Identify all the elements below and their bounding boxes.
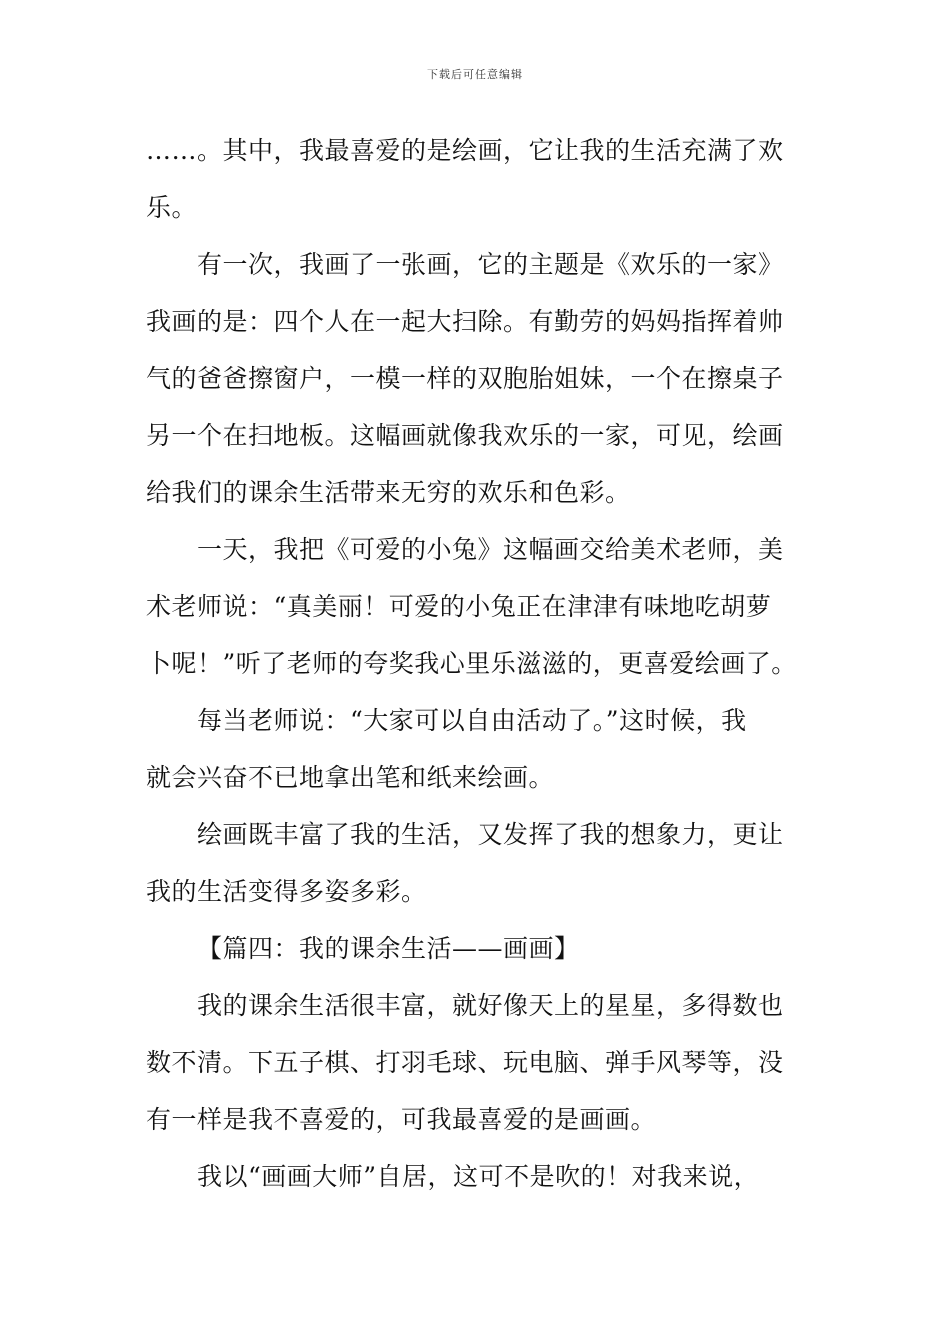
page-header: 下载后可任意编辑: [427, 68, 523, 81]
section-heading: 【篇四：我的课余生活——画画】: [197, 934, 580, 963]
text-line: 另一个在扫地板。这幅画就像我欢乐的一家，可见，绘画: [146, 421, 784, 450]
text-line: 有一次，我画了一张画，它的主题是《欢乐的一家》: [197, 250, 784, 279]
text-line: 我以“画画大师”自居，这可不是吹的！对我来说，: [197, 1162, 760, 1191]
text-line: 乐。: [146, 193, 198, 222]
text-line: 术老师说：“真美丽！可爱的小兔正在津津有味地吃胡萝: [146, 592, 772, 621]
text-line: 给我们的课余生活带来无穷的欢乐和色彩。: [146, 478, 631, 507]
text-line: 卜呢！”听了老师的夸奖我心里乐滋滋的，更喜爱绘画了。: [146, 649, 797, 678]
text-line: 绘画既丰富了我的生活，又发挥了我的想象力，更让: [197, 820, 784, 849]
text-line: 气的爸爸擦窗户，一模一样的双胞胎姐妹，一个在擦桌子: [146, 364, 784, 393]
text-line: 数不清。下五子棋、打羽毛球、玩电脑、弹手风琴等，没: [146, 1048, 784, 1077]
text-line: 有一样是我不喜爱的，可我最喜爱的是画画。: [146, 1105, 657, 1134]
text-line: 一天，我把《可爱的小兔》这幅画交给美术老师，美: [197, 535, 784, 564]
text-line: 就会兴奋不已地拿出笔和纸来绘画。: [146, 763, 555, 792]
text-line: 我画的是：四个人在一起大扫除。有勤劳的妈妈指挥着帅: [146, 307, 784, 336]
text-line: 我的生活变得多姿多彩。: [146, 877, 427, 906]
text-line: ……。其中，我最喜爱的是绘画，它让我的生活充满了欢: [146, 136, 784, 165]
text-line: 我的课余生活很丰富，就好像天上的星星，多得数也: [197, 991, 784, 1020]
text-line: 每当老师说：“大家可以自由活动了。”这时候，我: [197, 706, 747, 735]
